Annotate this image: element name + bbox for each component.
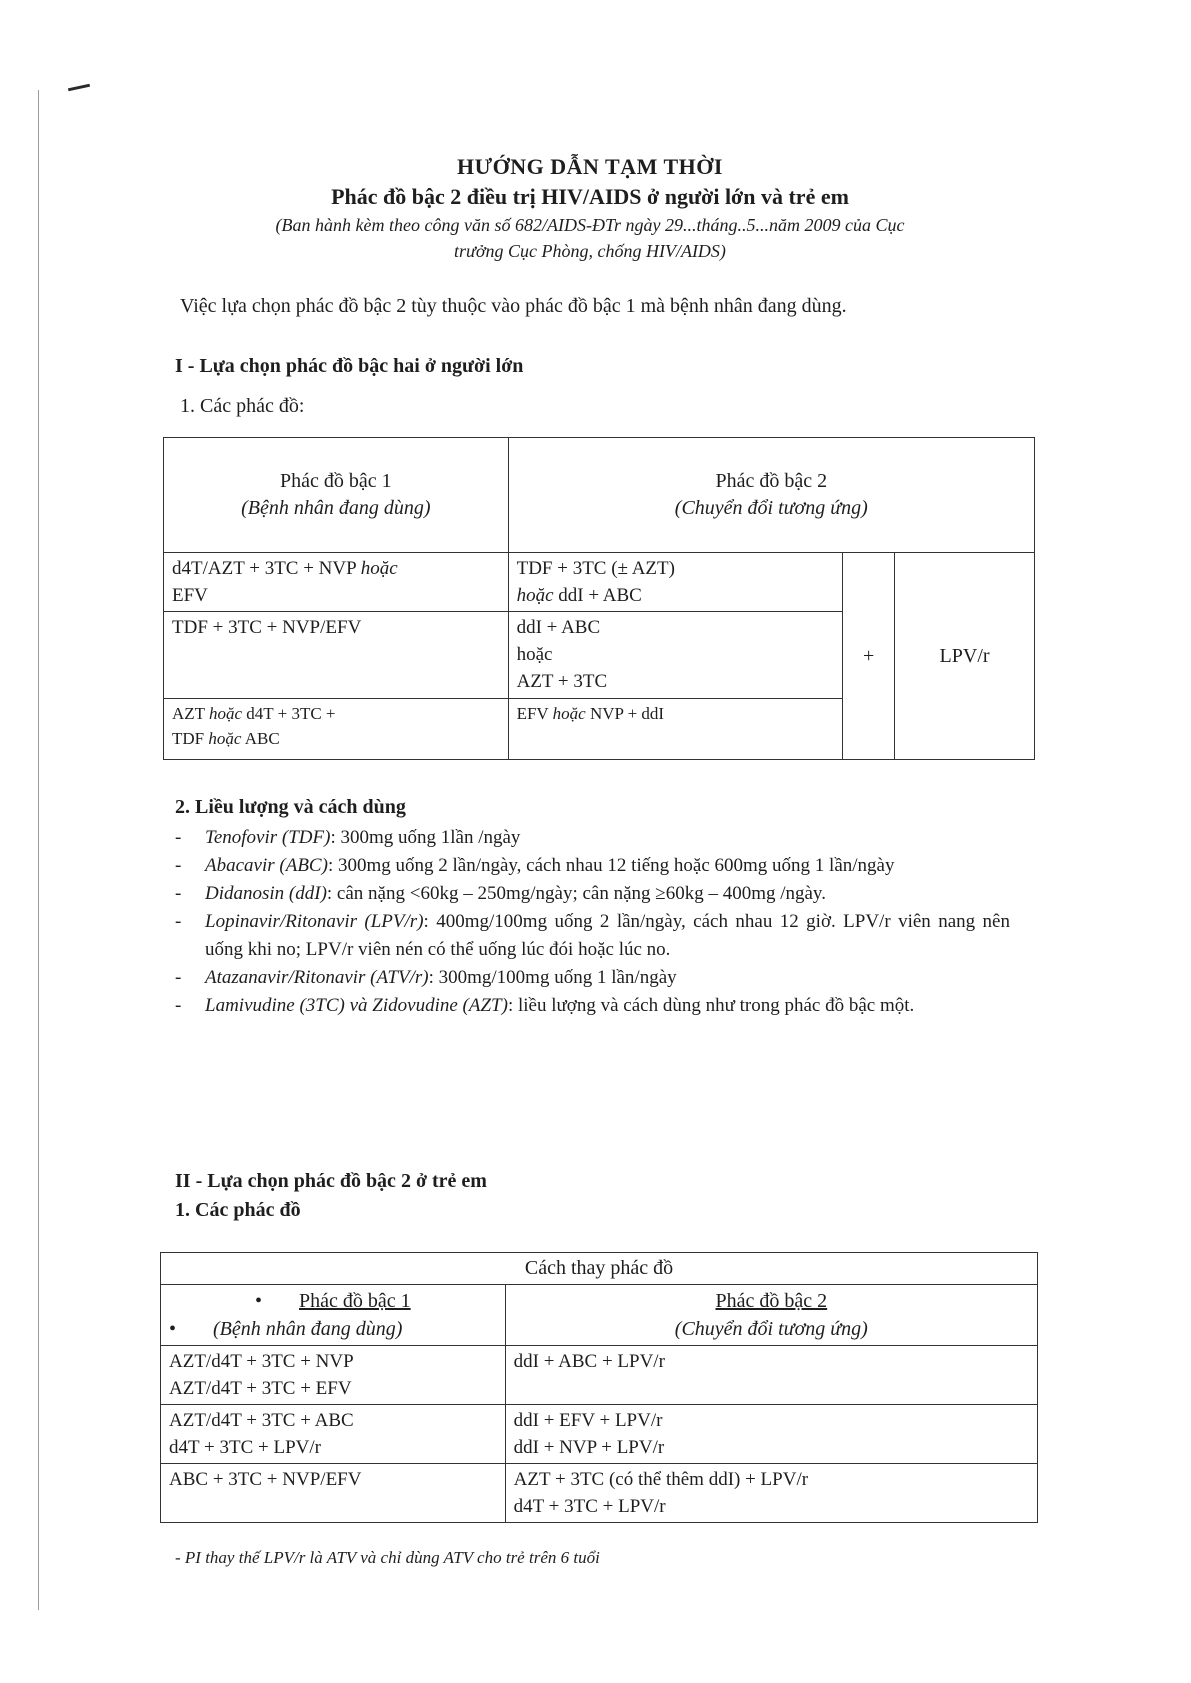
adult-col1-title: Phác đồ bậc 1	[279, 470, 392, 492]
plus-sign: +	[843, 553, 895, 760]
regimen-text: EFV	[172, 585, 208, 606]
regimen-text: AZT	[172, 704, 205, 723]
list-item: - Didanosin (ddI): cân nặng <60kg – 250mg/ngày; cân nặng ≥60kg – 400mg /ngày.	[175, 883, 826, 904]
dosing-text: : cân nặng <60kg – 250mg/ngày; cân nặng ≥60kg – 400mg /ngày.	[326, 883, 826, 904]
section-1-heading: I - Lựa chọn phác đồ bậc hai ở người lớn	[175, 355, 524, 377]
adult-row2-second	[508, 612, 843, 699]
regimen-text: EFV	[516, 704, 549, 723]
child-table-caption: Cách thay phác đồ	[161, 1253, 1038, 1285]
dosing-list	[175, 824, 1010, 1020]
child-row1-first	[161, 1346, 506, 1405]
drug-name: Lopinavir/Ritonavir (LPV/r)	[205, 911, 424, 932]
adult-col2-header	[508, 438, 1034, 553]
child-row2-second	[505, 1405, 1037, 1464]
child-row1-second	[505, 1346, 1037, 1405]
document-subtitle: Phác đồ bậc 2 điều trị HIV/AIDS ở người lớn và trẻ em	[331, 184, 849, 209]
child-regimen-table	[160, 1252, 1038, 1523]
regimen-text: ddI + ABC + LPV/r	[513, 1351, 665, 1372]
child-col1-note: (Bệnh nhân đang dùng)	[213, 1318, 403, 1340]
or-text: hoặc	[516, 644, 553, 665]
table-row	[164, 553, 1035, 612]
regimen-text: NVP + ddI	[589, 704, 665, 723]
adult-col1-header	[164, 438, 509, 553]
document-title: HƯỚNG DẪN TẠM THỜI	[457, 154, 723, 179]
regimen-text: AZT/d4T + 3TC + NVP	[169, 1351, 354, 1372]
regimen-text: ABC	[244, 729, 280, 748]
list-item: - Lopinavir/Ritonavir (LPV/r): 400mg/100mg uống 2 lần/ngày, cách nhau 12 giờ. LPV/r viên nang nên uống khi no; LPV/r viên nén có thể uống lúc đói hoặc lúc no.	[175, 911, 1010, 960]
regimen-text: AZT/d4T + 3TC + ABC	[169, 1410, 354, 1431]
regimen-text: ABC + 3TC + NVP/EFV	[169, 1469, 362, 1490]
regimen-text: AZT/d4T + 3TC + EFV	[169, 1378, 352, 1399]
adult-regimen-table	[163, 437, 1035, 760]
drug-name: Atazanavir/Ritonavir (ATV/r)	[205, 967, 429, 988]
section-2-sub-1: 1. Các phác đồ	[175, 1199, 301, 1221]
child-col2-title: Phác đồ bậc 2	[715, 1290, 828, 1312]
list-item: - Tenofovir (TDF): 300mg uống 1lần /ngày	[175, 827, 521, 848]
or-text: hoặc	[516, 585, 554, 606]
regimen-text: TDF + 3TC + NVP/EFV	[172, 617, 362, 638]
drug-name: Tenofovir (TDF)	[205, 827, 331, 848]
adult-row2-first	[164, 612, 509, 699]
dosing-text: : 300mg uống 1lần /ngày	[330, 827, 521, 848]
section-2-heading: II - Lựa chọn phác đồ bậc 2 ở trẻ em	[175, 1170, 487, 1192]
dosing-text: : 400mg/100mg uống 2 lần/ngày, cách nhau 12 giờ. LPV/r viên nang nên uống khi no; LPV/r viên nén có thể uống lúc đói hoặc lúc no.	[205, 911, 1010, 960]
adult-col2-title: Phác đồ bậc 2	[715, 470, 828, 492]
footnote: - PI thay thế LPV/r là ATV và chỉ dùng ATV cho trẻ trên 6 tuổi	[175, 1548, 600, 1567]
regimen-text: d4T + 3TC + LPV/r	[169, 1437, 321, 1458]
or-text: hoặc	[360, 558, 398, 579]
drug-name: Abacavir (ABC)	[205, 855, 328, 876]
issued-note	[150, 212, 1030, 264]
scan-edge-line	[38, 90, 39, 1610]
dosing-text: : 300mg/100mg uống 1 lần/ngày	[428, 967, 677, 988]
list-item: - Abacavir (ABC): 300mg uống 2 lần/ngày, cách nhau 12 tiếng hoặc 600mg uống 1 lần/ngày	[175, 855, 895, 876]
dosing-text: : 300mg uống 2 lần/ngày, cách nhau 12 tiếng hoặc 600mg uống 1 lần/ngày	[327, 855, 895, 876]
table-row	[161, 1346, 1038, 1405]
child-col1-title: Phác đồ bậc 1	[299, 1290, 411, 1312]
section-1-sub-2: 2. Liều lượng và cách dùng	[175, 796, 406, 818]
issued-line-2: trưởng Cục Phòng, chống HIV/AIDS)	[454, 241, 726, 261]
or-text: hoặc	[552, 704, 586, 723]
or-text: hoặc	[209, 704, 243, 723]
adult-row1-second	[508, 553, 843, 612]
regimen-text: d4T + 3TC + LPV/r	[513, 1496, 666, 1517]
dosing-text: : liều lượng và cách dùng như trong phác đồ bậc một.	[507, 995, 915, 1016]
lpv-cell: LPV/r	[895, 553, 1035, 760]
intro-text: Việc lựa chọn phác đồ bậc 2 tùy thuộc vào phác đồ bậc 1 mà bệnh nhân đang dùng.	[180, 295, 847, 317]
regimen-text: ddI + ABC	[558, 585, 642, 606]
child-row3-second	[505, 1464, 1037, 1523]
adult-row3-first	[164, 699, 509, 760]
section-1-sub-1: 1. Các phác đồ:	[180, 395, 305, 417]
or-text: hoặc	[208, 729, 242, 748]
child-col2-header	[505, 1285, 1037, 1346]
regimen-text: AZT + 3TC	[516, 671, 608, 692]
list-item: - Lamivudine (3TC) và Zidovudine (AZT): liều lượng và cách dùng như trong phác đồ bậc một.	[175, 995, 915, 1016]
issued-line-1: (Ban hành kèm theo công văn số 682/AIDS-ĐTr ngày 29...tháng..5...năm 2009 của Cục	[275, 215, 905, 235]
scan-mark	[68, 84, 90, 92]
bullet: •	[255, 1290, 263, 1312]
regimen-text: AZT + 3TC (có thể thêm ddI) + LPV/r	[513, 1469, 809, 1490]
table-row	[161, 1464, 1038, 1523]
regimen-text: d4T/AZT + 3TC + NVP	[172, 558, 356, 579]
child-row2-first	[161, 1405, 506, 1464]
regimen-text: TDF	[172, 729, 205, 748]
regimen-text: ddI + ABC	[516, 617, 601, 638]
bullet: •	[169, 1318, 177, 1340]
drug-name: Lamivudine (3TC) và Zidovudine (AZT)	[205, 995, 508, 1016]
table-row	[161, 1405, 1038, 1464]
regimen-text: ddI + NVP + LPV/r	[513, 1437, 665, 1458]
drug-name: Didanosin (ddI)	[205, 883, 327, 904]
child-col1-header	[161, 1285, 506, 1346]
adult-row3-second	[508, 699, 843, 760]
regimen-text: d4T + 3TC +	[246, 704, 336, 723]
list-item: - Atazanavir/Ritonavir (ATV/r): 300mg/100mg uống 1 lần/ngày	[175, 967, 677, 988]
child-col2-note: (Chuyển đổi tương ứng)	[674, 1318, 868, 1340]
adult-col1-note: (Bệnh nhân đang dùng)	[241, 497, 431, 519]
regimen-text: ddI + EFV + LPV/r	[513, 1410, 663, 1431]
adult-row1-first	[164, 553, 509, 612]
regimen-text: TDF + 3TC (± AZT)	[516, 558, 675, 579]
adult-col2-note: (Chuyển đổi tương ứng)	[674, 497, 868, 519]
child-row3-first	[161, 1464, 506, 1523]
